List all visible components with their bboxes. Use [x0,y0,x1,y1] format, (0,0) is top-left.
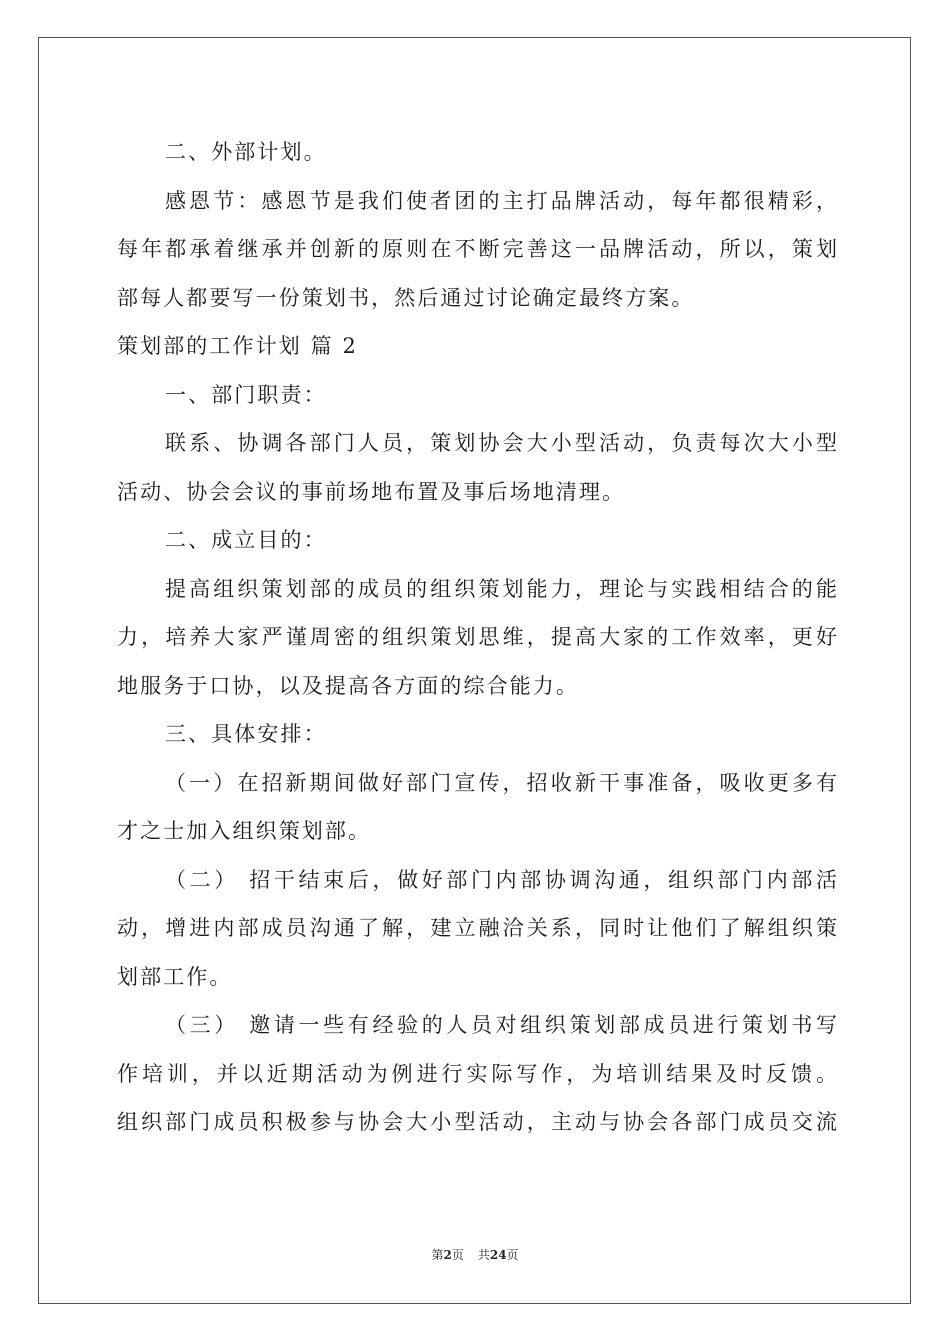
text-line: 一、部门职责： [165,382,327,407]
text-line: 二、外部计划。 [165,140,327,164]
text-line: 感恩节：感恩节是我们使者团的主打品牌活动，每年都很精彩， [165,188,837,213]
page-number: 2 [443,1248,452,1262]
page-footer [0,1246,950,1263]
text-line: 二、成立目的： [165,528,327,552]
text-line: 部每人都要写一份策划书，然后通过讨论确定最终方案。 [117,285,695,310]
text-line: 地服务于口协，以及提高各方面的综合能力。 [117,673,579,698]
total-prefix: 共 [477,1248,490,1262]
text-line: 三、具体安排： [165,722,327,746]
document-body [117,128,837,1147]
text-line: （一）在招新期间做好部门宣传，招收新干事准备，吸收更多有 [165,770,837,795]
text-line: （二） 招干结束后，做好部门内部协调沟通，组织部门内部活 [165,867,837,892]
total-pages: 24 [489,1248,507,1262]
text-line: （三） 邀请一些有经验的人员对组织策划部成员进行策划书写 [165,1013,837,1037]
text-line: 组织部门成员积极参与协会大小型活动，主动与协会各部门成员交流 [117,1110,837,1134]
page-prefix: 第 [431,1248,444,1262]
text-line: 作培训，并以近期活动为例进行实际写作，为培训结果及时反馈。 [117,1061,837,1086]
page-suffix: 页 [451,1248,464,1262]
text-line: 动，增进内部成员沟通了解，建立融洽关系，同时让他们了解组织策 [117,916,837,940]
text-line: 联系、协调各部门人员，策划协会大小型活动，负责每次大小型 [165,431,837,455]
text-line: 力，培养大家严谨周密的组织策划思维，提高大家的工作效率，更好 [117,625,837,649]
total-suffix: 页 [506,1248,519,1262]
text-line: 才之士加入组织策划部。 [117,819,372,843]
text-line: 划部工作。 [117,964,233,989]
text-line: 提高组织策划部的成员的组织策划能力，理论与实践相结合的能 [165,576,837,601]
text-line: 活动、协会会议的事前场地布置及事后场地清理。 [117,479,626,504]
text-line: 策划部的工作计划 篇 2 [117,334,358,358]
text-line: 每年都承着继承并创新的原则在不断完善这一品牌活动，所以，策划 [117,237,837,261]
